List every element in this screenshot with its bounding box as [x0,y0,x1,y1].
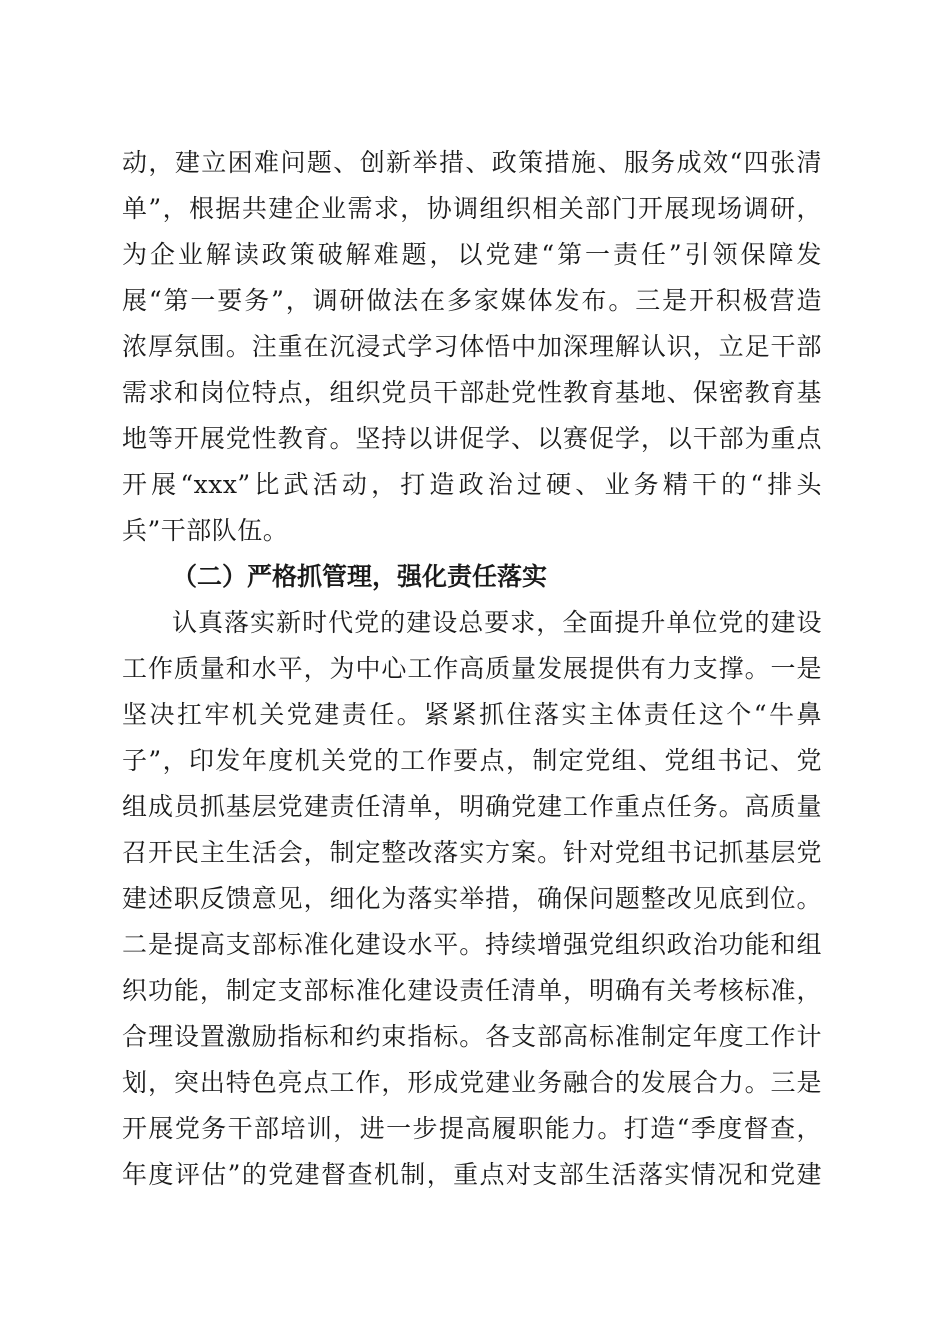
paragraph-line: 地等开展党性教育。坚持以讲促学、以赛促学，以干部为重点 [122,424,822,453]
paragraph-line: 需求和岗位特点，组织党员干部赴党性教育基地、保密教育基 [122,378,822,407]
paragraph-line: 建述职反馈意见，细化为落实举措，确保问题整改见底到位。 [122,884,822,913]
paragraph-line-last: 兵”干部队伍。 [122,516,289,545]
paragraph-line: 单”，根据共建企业需求，协调组织相关部门开展现场调研， [122,194,822,223]
paragraph-line: 坚决扛牢机关党建责任。紧紧抓住落实主体责任这个“牛鼻 [122,700,822,729]
paragraph-line: 划，突出特色亮点工作，形成党建业务融合的发展合力。三是 [122,1068,822,1097]
paragraph-line: 开展党务干部培训，进一步提高履职能力。打造“季度督查， [122,1114,822,1143]
paragraph-line: 二是提高支部标准化建设水平。持续增强党组织政治功能和组 [122,930,822,959]
paragraph-line: 开展“xxx”比武活动，打造政治过硬、业务精干的“排头 [122,470,822,499]
paragraph-line: 浓厚氛围。注重在沉浸式学习体悟中加深理解认识，立足干部 [122,332,822,361]
paragraph-line: 子”，印发年度机关党的工作要点，制定党组、党组书记、党 [122,746,822,775]
paragraph-line: 织功能，制定支部标准化建设责任清单，明确有关考核标准， [122,976,822,1005]
paragraph-line: 年度评估”的党建督查机制，重点对支部生活落实情况和党建 [122,1160,822,1189]
paragraph-line: 展“第一要务”，调研做法在多家媒体发布。三是开积极营造 [122,286,822,315]
paragraph-line: 组成员抓基层党建责任清单，明确党建工作重点任务。高质量 [122,792,822,821]
section-heading: （二）严格抓管理，强化责任落实 [172,562,548,591]
paragraph-line: 合理设置激励指标和约束指标。各支部高标准制定年度工作计 [122,1022,822,1051]
paragraph-first-line: 认真落实新时代党的建设总要求，全面提升单位党的建设 [172,608,822,637]
paragraph-line: 工作质量和水平，为中心工作高质量发展提供有力支撑。一是 [122,654,822,683]
paragraph-line: 为企业解读政策破解难题，以党建“第一责任”引领保障发 [122,240,822,269]
paragraph-line: 召开民主生活会，制定整改落实方案。针对党组书记抓基层党 [122,838,822,867]
paragraph-line: 动，建立困难问题、创新举措、政策措施、服务成效“四张清 [122,148,822,177]
